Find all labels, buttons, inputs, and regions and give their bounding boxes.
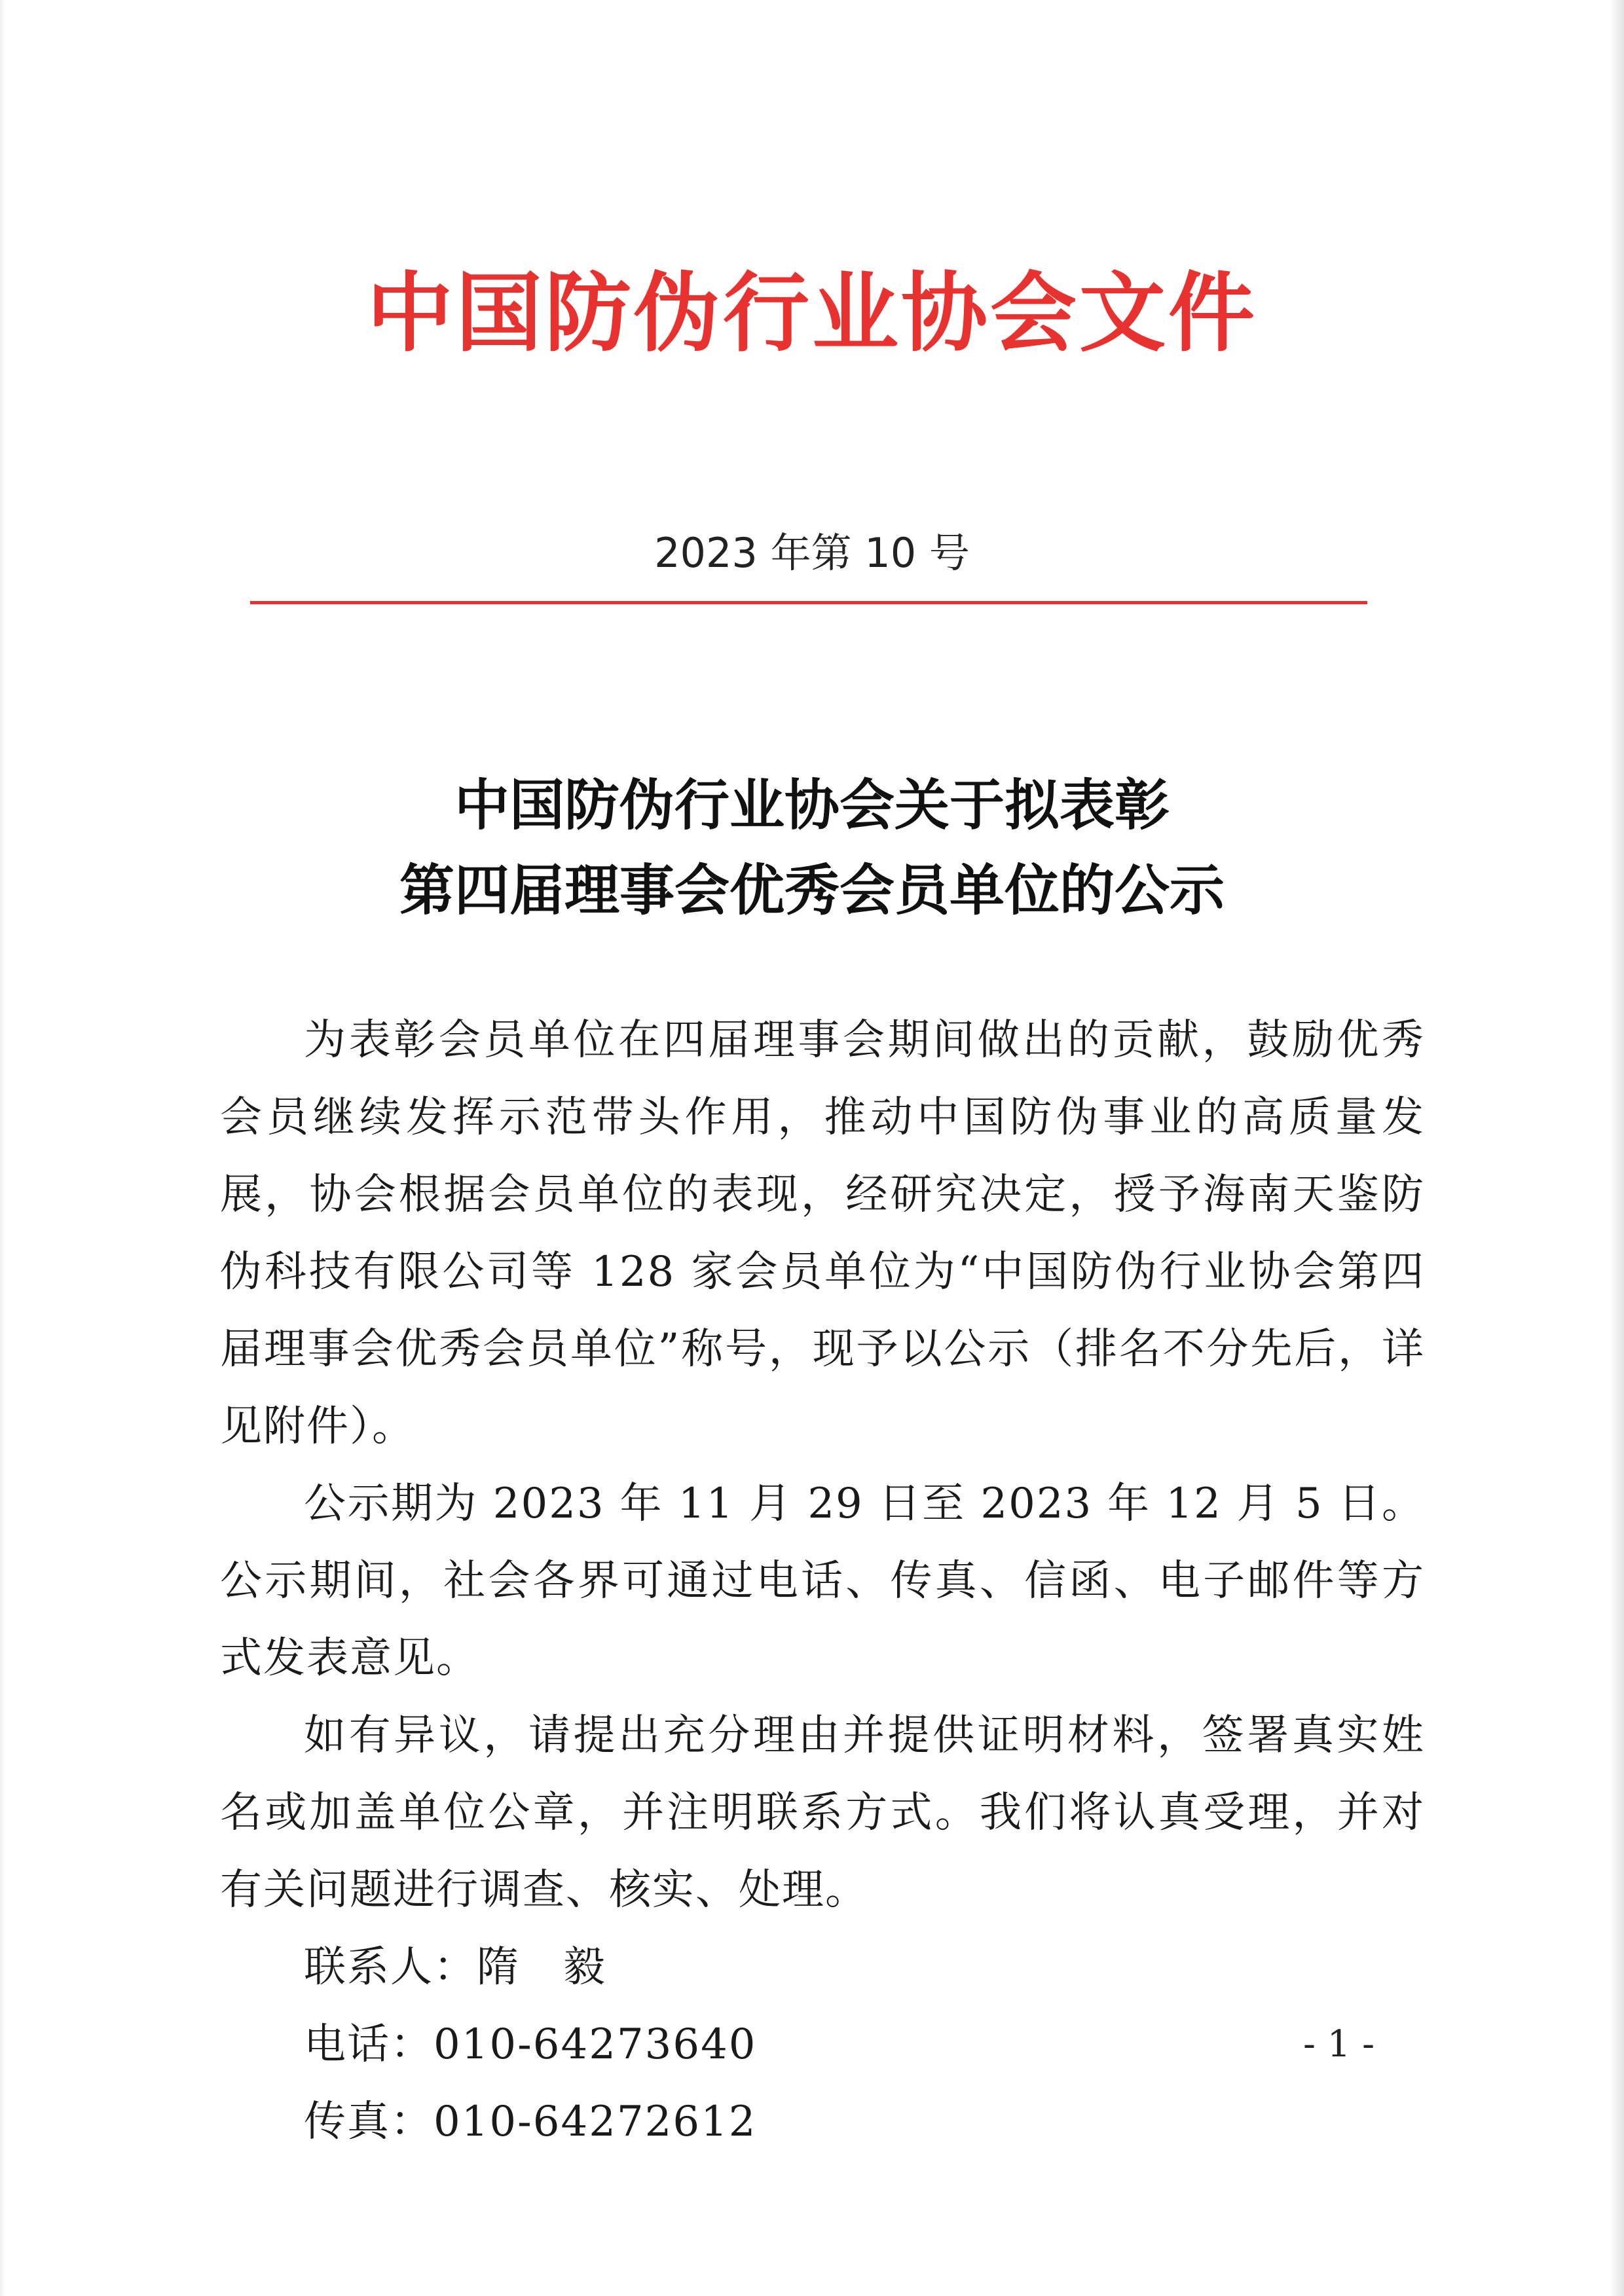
body-paragraph-2: 公示期为 2023 年 11 月 29 日至 2023 年 12 月 5 日。公示期间，社会各界可通过电话、传真、信函、电子邮件等方式发表意见。 (220, 1480, 1425, 1683)
body-paragraph-3: 如有异议，请提出充分理由并提供证明材料，签署真实姓名或加盖单位公章，并注明联系方式。我们将认真受理，并对有关问题进行调查、核实、处理。 (220, 1711, 1425, 1914)
contact-fax: 传真：010-64272612 (304, 2098, 757, 2146)
notice-body (220, 1002, 1425, 2160)
contact-person: 联系人：隋 毅 (304, 1943, 606, 1992)
document-number: 2023 年第 10 号 (654, 529, 970, 577)
page-number: - 1 - (1303, 2023, 1375, 2066)
contact-phone: 电话：010-64273640 (304, 2020, 757, 2069)
red-divider-line (250, 601, 1367, 604)
notice-title (0, 763, 1624, 933)
body-paragraph-1: 为表彰会员单位在四届理事会期间做出的贡献，鼓励优秀会员继续发挥示范带头作用，推动中国防伪事业的高质量发展，协会根据会员单位的表现，经研究决定，授予海南天鉴防伪科技有限公司等 128 家会员单位为“中国防伪行业协会第四届理事会优秀会员单位”称号，现予以公示（排名不分先后，详见附件）。 (220, 1016, 1425, 1451)
notice-title-line-1: 中国防伪行业协会关于拟表彰 (454, 773, 1170, 837)
notice-title-line-2: 第四届理事会优秀会员单位的公示 (399, 858, 1225, 922)
masthead-title: 中国防伪行业协会文件 (367, 263, 1257, 364)
